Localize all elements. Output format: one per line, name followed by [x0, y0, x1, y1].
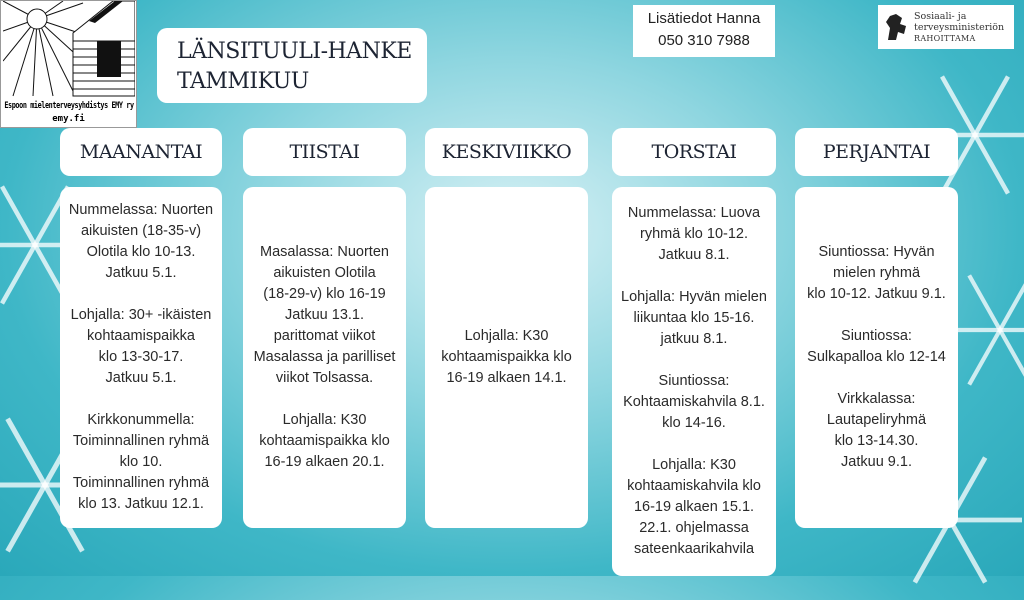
schedule-entry: Virkkalassa: Lautapeliryhmä klo 13-14.30. Jatkuu 9.1.: [826, 391, 927, 470]
contact-phone: 050 310 7988: [658, 32, 750, 49]
schedule-entry: Lohjalla: K30 kohtaamispaikka klo 16-19 alkaen 14.1.: [441, 328, 572, 386]
day-header-thursday: TORSTAI: [612, 128, 776, 176]
schedule-entry: Siuntiossa: Hyvän mielen ryhmä klo 10-12. Jatkuu 9.1.: [807, 244, 946, 302]
schedule-monday: [60, 187, 222, 528]
day-header-wednesday: KESKIVIIKKO: [425, 128, 588, 176]
schedule-entry: Nummelassa: Luova ryhmä klo 10-12. Jatkuu 8.1.: [627, 205, 761, 263]
sun-house-icon: [3, 1, 135, 101]
schedule-wednesday: [425, 187, 588, 528]
contact-name: Lisätiedot Hanna: [647, 10, 761, 27]
schedule-entry: Lohjalla: Hyvän mielen liikuntaa klo 15-16. jatkuu 8.1.: [621, 289, 767, 347]
schedule-friday: [795, 187, 958, 528]
schedule-entry: Lohjalla: K30 kohtaamiskahvila klo 16-19 alkaen 15.1. 22.1. ohjelmassa sateenkaarikahvila: [627, 457, 761, 557]
ministry-funded: RAHOITTAMA: [914, 34, 976, 43]
ministry-line: Sosiaali- ja: [914, 11, 967, 22]
schedule-entry: Kirkkonummella: Toiminnallinen ryhmä klo 10. Toiminnallinen ryhmä klo 13. Jatkuu 12.1.: [72, 412, 210, 512]
day-header-friday: PERJANTAI: [795, 128, 958, 176]
ministry-logo: [878, 5, 1014, 49]
day-header-monday: MAANANTAI: [60, 128, 222, 176]
emy-logo: [0, 0, 137, 128]
logo-website: emy.fi: [52, 114, 85, 124]
schedule-entry: Siuntiossa: Kohtaamiskahvila 8.1. klo 14-16.: [623, 373, 765, 431]
schedule-entry: Lohjalla: K30 kohtaamispaikka klo 16-19 alkaen 20.1.: [259, 412, 390, 470]
day-header-tuesday: TIISTAI: [243, 128, 406, 176]
schedule-entry: Siuntiossa: Sulkapalloa klo 12-14: [807, 328, 946, 365]
schedule-tuesday: [243, 187, 406, 528]
lion-crest-icon: [884, 12, 908, 42]
logo-org-name: Espoon mielenterveysyhdistys EMY ry: [3, 101, 134, 111]
schedule-entry: Nummelassa: Nuorten aikuisten (18-35-v) Olotila klo 10-13. Jatkuu 5.1.: [68, 202, 214, 281]
schedule-entry: Masalassa: Nuorten aikuisten Olotila (18-29-v) klo 16-19 Jatkuu 13.1. parittomat viikot Masalassa ja parilliset viikot Tolsassa.: [253, 244, 396, 386]
schedule-entry: Lohjalla: 30+ -ikäisten kohtaamispaikka klo 13-30-17. Jatkuu 5.1.: [70, 307, 212, 386]
page-title: LÄNSITUULI-HANKE TAMMIKUU: [157, 28, 427, 103]
ministry-line: terveysministeriön: [914, 22, 1005, 33]
contact-info: [633, 5, 775, 57]
schedule-thursday: [612, 187, 776, 576]
